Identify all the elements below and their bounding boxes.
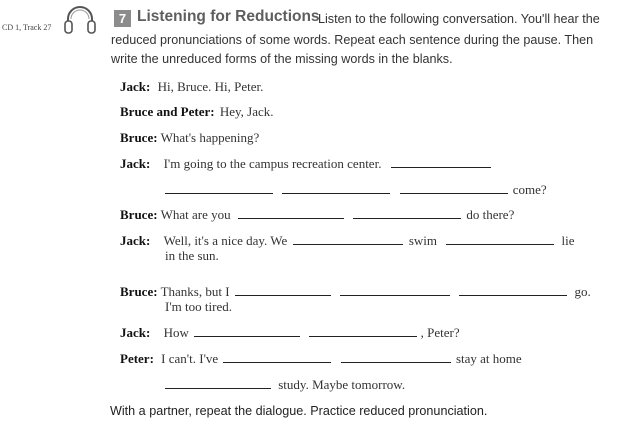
- dialogue-text: swim: [408, 233, 437, 248]
- dialogue-text: What are you: [160, 207, 231, 222]
- dialogue-text: Well, it's a nice day. We: [163, 233, 288, 248]
- dialogue-line-9-cont: [165, 376, 405, 393]
- speaker-label: Jack:: [120, 156, 151, 171]
- dialogue-line-6-cont: in the sun.: [165, 248, 219, 263]
- speaker-label: Bruce:: [120, 284, 158, 299]
- dialogue-line-3: [120, 130, 259, 146]
- partner-instruction: With a partner, repeat the dialogue. Practice reduced pronunciation.: [110, 404, 488, 418]
- dialogue-text: What's happening?: [160, 130, 260, 145]
- dialogue-text: study. Maybe tomorrow.: [278, 377, 406, 392]
- answer-blank[interactable]: [353, 206, 461, 219]
- answer-blank[interactable]: [400, 181, 508, 194]
- answer-blank[interactable]: [309, 324, 417, 337]
- exercise-title: Listening for Reductions: [137, 8, 320, 25]
- answer-blank[interactable]: [391, 155, 491, 168]
- exercise-number-badge: 7: [114, 10, 131, 27]
- dialogue-line-7-cont: I'm too tired.: [165, 299, 232, 314]
- answer-blank[interactable]: [341, 350, 451, 363]
- dialogue-text: Thanks, but I: [160, 284, 230, 299]
- instructions-line-3: write the unreduced forms of the missing words in the blanks.: [111, 52, 453, 66]
- dialogue-text: , Peter?: [420, 325, 460, 340]
- dialogue-text: do there?: [466, 207, 515, 222]
- answer-blank[interactable]: [165, 376, 271, 389]
- answer-blank[interactable]: [446, 232, 554, 245]
- answer-blank[interactable]: [238, 206, 344, 219]
- instructions-line-2: reduced pronunciations of some words. Repeat each sentence during the pause. Then: [111, 33, 594, 47]
- dialogue-text: go.: [574, 284, 591, 299]
- dialogue-text: Hi, Bruce. Hi, Peter.: [157, 79, 264, 94]
- dialogue-text: I'm going to the campus recreation center.: [163, 156, 382, 171]
- speaker-label: Jack:: [120, 325, 151, 340]
- speaker-label: Jack:: [120, 233, 151, 248]
- speaker-label: Bruce:: [120, 207, 158, 222]
- answer-blank[interactable]: [340, 283, 450, 296]
- answer-blank[interactable]: [194, 324, 300, 337]
- answer-blank[interactable]: [165, 181, 273, 194]
- dialogue-line-7: [120, 283, 591, 300]
- dialogue-line-4: [120, 155, 491, 172]
- dialogue-text: come?: [512, 182, 547, 197]
- track-label: CD 1, Track 27: [2, 23, 52, 32]
- speaker-label: Bruce and Peter:: [120, 104, 215, 119]
- dialogue-line-5: [120, 206, 514, 223]
- answer-blank[interactable]: [223, 350, 331, 363]
- dialogue-line-6: [120, 232, 574, 249]
- dialogue-line-1: [120, 79, 263, 95]
- instructions-line-1: Listen to the following conversation. You'll hear the: [318, 12, 600, 26]
- dialogue-text: Hey, Jack.: [219, 104, 274, 119]
- answer-blank[interactable]: [282, 181, 390, 194]
- dialogue-text: stay at home: [455, 351, 522, 366]
- dialogue-line-2: [120, 104, 274, 120]
- dialogue-line-9: [120, 350, 522, 367]
- speaker-label: Bruce:: [120, 130, 158, 145]
- dialogue-line-4-cont: [165, 181, 547, 198]
- dialogue-text: lie: [561, 233, 575, 248]
- answer-blank[interactable]: [293, 232, 403, 245]
- dialogue-line-8: [120, 324, 460, 341]
- speaker-label: Peter:: [120, 351, 154, 366]
- headphones-icon: [63, 4, 97, 36]
- answer-blank[interactable]: [235, 283, 331, 296]
- answer-blank[interactable]: [459, 283, 567, 296]
- speaker-label: Jack:: [120, 79, 151, 94]
- dialogue-text: I can't. I've: [161, 351, 219, 366]
- dialogue-text: How: [163, 325, 189, 340]
